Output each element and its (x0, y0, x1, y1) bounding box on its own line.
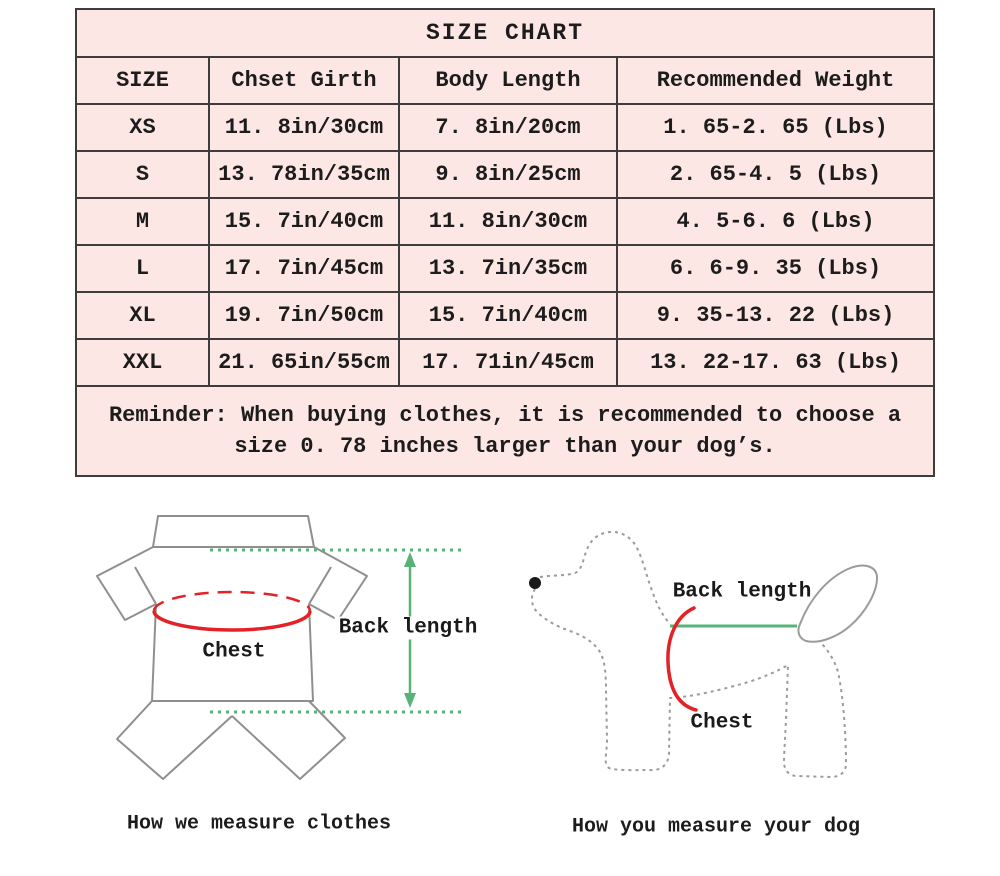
cell-weight: 1. 65-2. 65 (Lbs) (617, 104, 934, 151)
cell-chest: 13. 78in/35cm (209, 151, 399, 198)
reminder-line-1: Reminder: When buying clothes, it is recommended to choose a (108, 403, 902, 428)
cell-weight: 2. 65-4. 5 (Lbs) (617, 151, 934, 198)
cell-size: M (76, 198, 209, 245)
cell-size: XXL (76, 339, 209, 386)
dog-back-length-label: Back length (672, 580, 812, 604)
cell-body: 17. 71in/45cm (399, 339, 617, 386)
cell-chest: 11. 8in/30cm (209, 104, 399, 151)
table-title: SIZE CHART (76, 9, 934, 57)
cell-weight: 4. 5-6. 6 (Lbs) (617, 198, 934, 245)
col-header-weight: Recommended Weight (617, 57, 934, 104)
clothes-right-leg (232, 701, 345, 779)
cell-chest: 15. 7in/40cm (209, 198, 399, 245)
cell-body: 13. 7in/35cm (399, 245, 617, 292)
clothes-right-sleeve (309, 547, 367, 620)
clothes-caption: How we measure clothes (126, 812, 392, 836)
col-header-body: Body Length (399, 57, 617, 104)
clothes-left-sleeve (97, 547, 156, 620)
chest-ellipse-back-dashed (154, 592, 310, 611)
col-header-chest: Chset Girth (209, 57, 399, 104)
arrow-head-up-icon (404, 552, 416, 567)
dog-head-top (540, 532, 670, 624)
clothes-right-seam (309, 567, 331, 604)
dog-tail (798, 566, 877, 642)
cell-size: S (76, 151, 209, 198)
cell-chest: 17. 7in/45cm (209, 245, 399, 292)
dog-body-lower (532, 589, 846, 777)
clothes-chest-label: Chest (202, 640, 266, 664)
cell-size: L (76, 245, 209, 292)
cell-weight: 13. 22-17. 63 (Lbs) (617, 339, 934, 386)
cell-body: 15. 7in/40cm (399, 292, 617, 339)
cell-weight: 6. 6-9. 35 (Lbs) (617, 245, 934, 292)
dog-outline-diagram (532, 532, 846, 777)
cell-size: XL (76, 292, 209, 339)
clothes-chest-girth-ellipse (154, 592, 310, 630)
clothes-collar (153, 516, 314, 547)
cell-body: 11. 8in/30cm (399, 198, 617, 245)
cell-size: XS (76, 104, 209, 151)
reminder-line-2: size 0. 78 inches larger than your dog’s. (234, 434, 776, 459)
cell-body: 7. 8in/20cm (399, 104, 617, 151)
dog-caption: How you measure your dog (571, 815, 861, 839)
chest-ellipse-front-solid (154, 611, 310, 630)
arrow-head-down-icon (404, 693, 416, 708)
dog-nose-icon (529, 577, 541, 589)
dog-chest-label: Chest (690, 711, 754, 735)
cell-body: 9. 8in/25cm (399, 151, 617, 198)
clothes-left-leg (117, 701, 232, 779)
cell-chest: 21. 65in/55cm (209, 339, 399, 386)
col-header-size: SIZE (76, 57, 209, 104)
cell-weight: 9. 35-13. 22 (Lbs) (617, 292, 934, 339)
clothes-left-seam (135, 567, 156, 604)
cell-chest: 19. 7in/50cm (209, 292, 399, 339)
clothes-back-length-label: Back length (335, 617, 482, 640)
